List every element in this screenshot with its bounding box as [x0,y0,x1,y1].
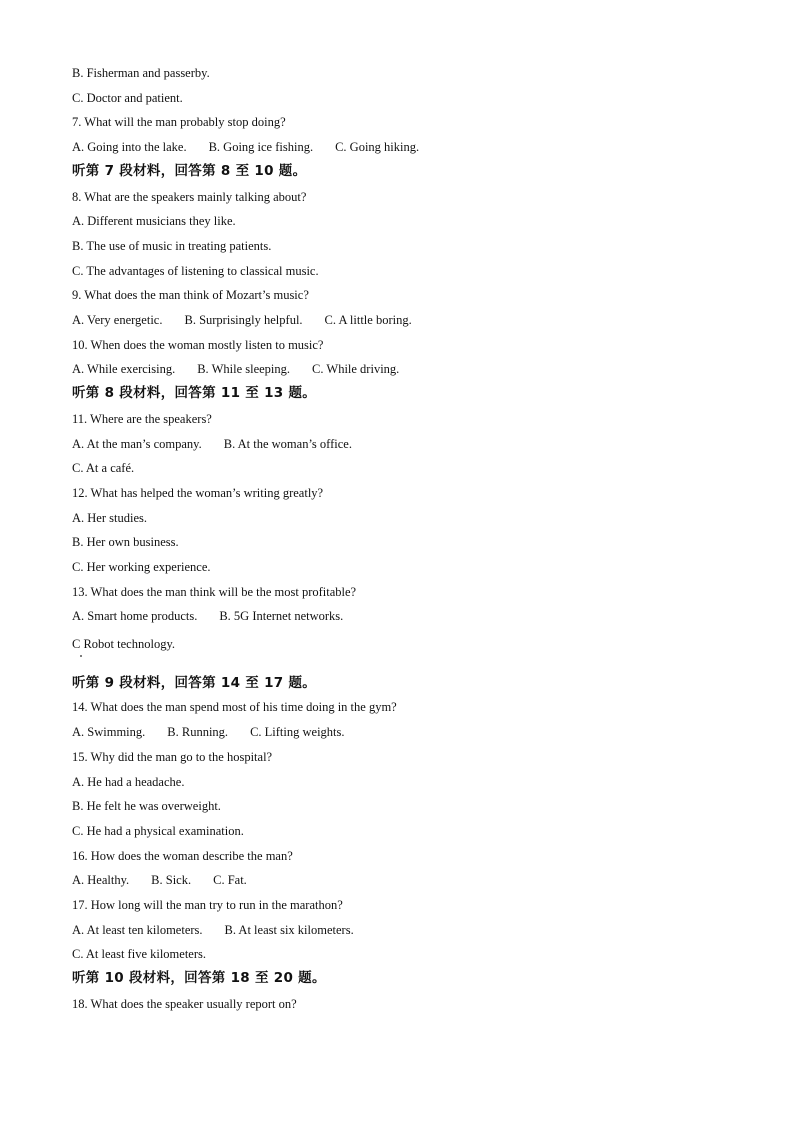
option-a: A. While exercising. [72,362,176,376]
section-heading: 听第 8 段材料，回答第 11 至 13 题。 [72,385,317,401]
question-line: 12. What has helped the woman’s writing greatly? [72,486,324,500]
option-line: B. Her own business. [72,535,179,549]
option-a: A. Swimming. [72,725,146,739]
options-row [72,872,247,888]
option-a: A. Going into the lake. [72,140,187,154]
options-row [72,436,352,452]
question-line: 8. What are the speakers mainly talking about? [72,190,307,204]
options-row [72,724,345,740]
option-b: B. 5G Internet networks. [219,609,344,623]
question-line: 16. How does the woman describe the man? [72,849,293,863]
question-line: 15. Why did the man go to the hospital? [72,750,273,764]
option-a: A. Healthy. [72,873,130,887]
option-line: A. Her studies. [72,511,147,525]
option-b: B. At least six kilometers. [224,923,354,937]
option-line: C. He had a physical examination. [72,824,244,838]
section-heading: 听第 7 段材料，回答第 8 至 10 题。 [72,163,307,179]
question-line: 9. What does the man think of Mozart’s music? [72,288,309,302]
option-b: B. Going ice fishing. [208,140,314,154]
option-a: A. Very energetic. [72,313,163,327]
option-line: A. He had a headache. [72,775,185,789]
option-c: C. A little boring. [324,313,412,327]
options-row [72,608,343,624]
option-c: C. Going hiking. [335,140,420,154]
option-line: B. The use of music in treating patients. [72,239,272,253]
question-line: 11. Where are the speakers? [72,412,212,426]
option-line: A. Different musicians they like. [72,214,236,228]
option-b: B. Surprisingly helpful. [184,313,303,327]
option-a: A. At least ten kilometers. [72,923,203,937]
option-line: B. He felt he was overweight. [72,799,221,813]
option-a: A. At the man’s company. [72,437,202,451]
option-line: C. The advantages of listening to classical music. [72,264,319,278]
option-line: C. At least five kilometers. [72,947,207,961]
option-b: B. While sleeping. [197,362,291,376]
option-line: B. Fisherman and passerby. [72,66,210,80]
option-b: B. Sick. [151,873,192,887]
question-line: 14. What does the man spend most of his time doing in the gym? [72,700,397,714]
option-line: C Robot technology. [72,637,176,651]
option-line: C. At a café. [72,461,135,475]
option-line: C. Doctor and patient. [72,91,183,105]
options-row [72,312,412,328]
option-c: C. While driving. [312,362,400,376]
question-line: 13. What does the man think will be the most profitable? [72,585,357,599]
options-row [72,361,399,377]
option-c: C. Fat. [213,873,247,887]
options-row [72,139,419,155]
section-heading: 听第 10 段材料，回答第 18 至 20 题。 [72,970,326,986]
option-a: A. Smart home products. [72,609,198,623]
question-line: 18. What does the speaker usually report on? [72,997,297,1011]
option-b: B. At the woman’s office. [223,437,352,451]
option-c: C. Lifting weights. [250,725,345,739]
question-line: 10. When does the woman mostly listen to music? [72,338,324,352]
question-line: 17. How long will the man try to run in the marathon? [72,898,343,912]
stray-dot [80,655,82,657]
section-heading: 听第 9 段材料，回答第 14 至 17 题。 [72,675,317,691]
option-line: C. Her working experience. [72,560,211,574]
question-line: 7. What will the man probably stop doing? [72,115,286,129]
option-b: B. Running. [167,725,229,739]
options-row [72,922,354,938]
